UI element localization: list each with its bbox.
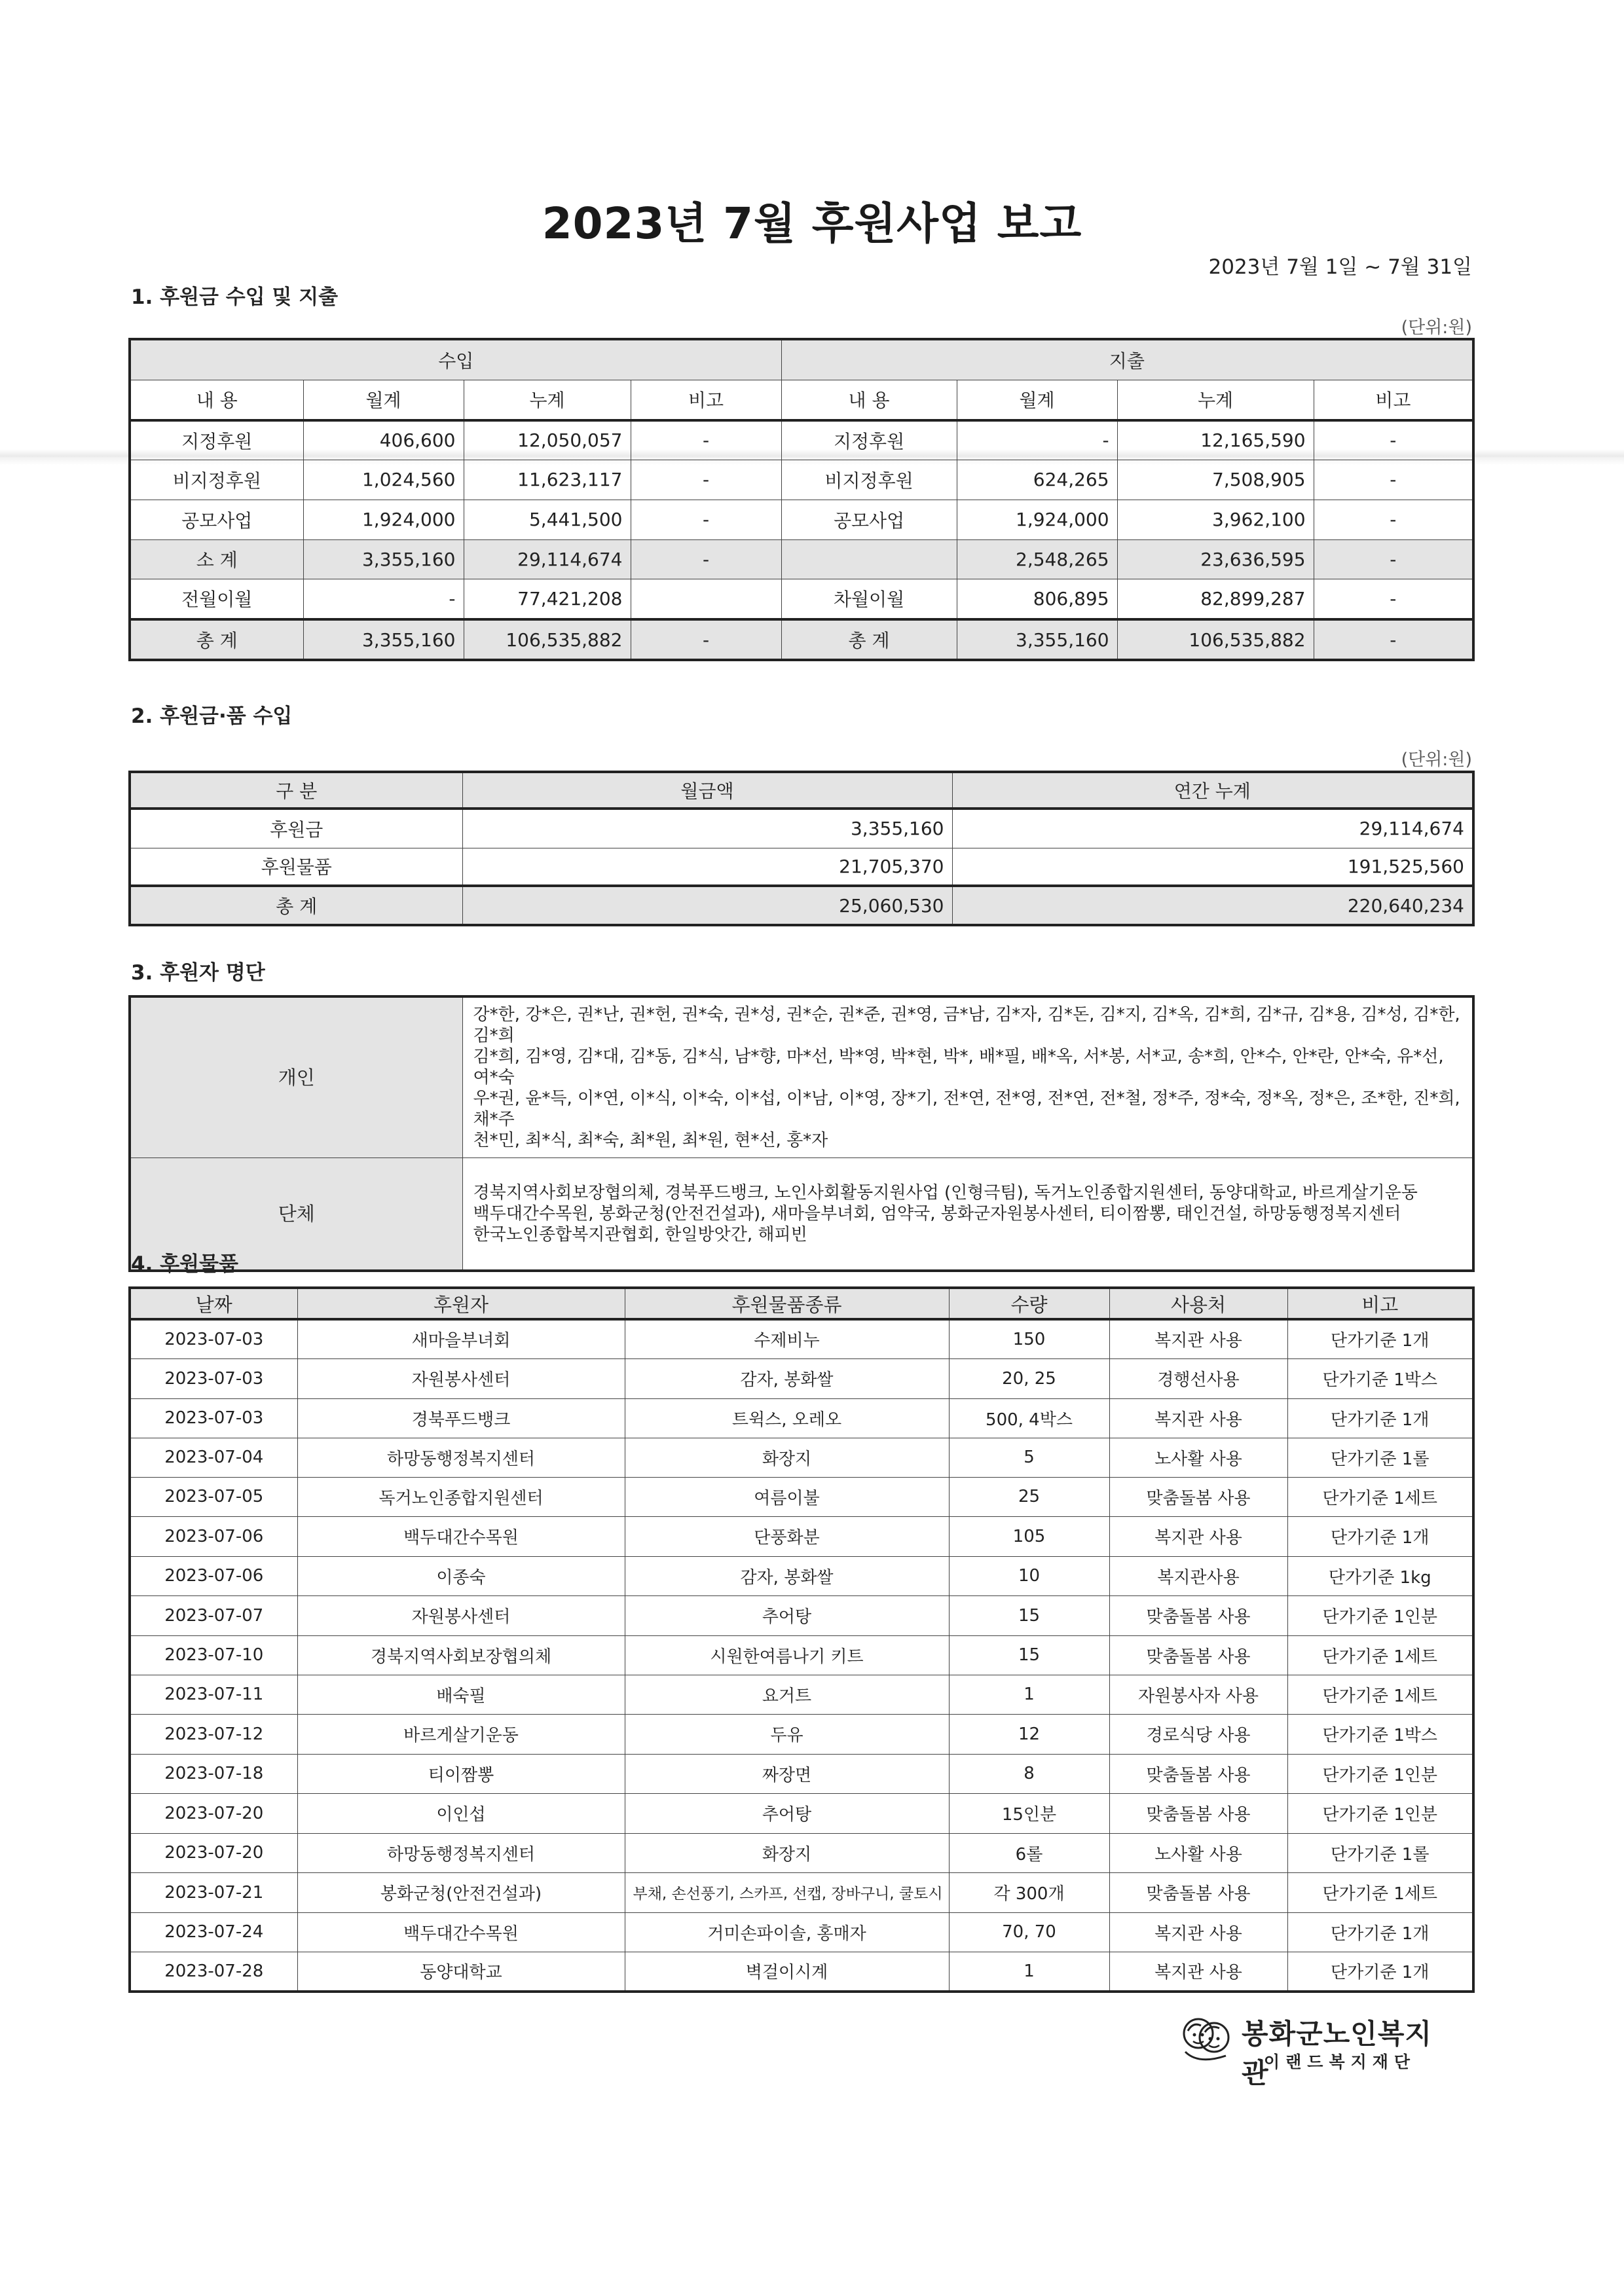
cell: 단가기준 1박스 (1287, 1358, 1473, 1398)
cell: 이종숙 (297, 1556, 625, 1595)
cell: 추어탕 (625, 1595, 949, 1635)
cell: 맞춤돌봄 사용 (1109, 1477, 1287, 1516)
cell: - (631, 420, 781, 460)
table-row (130, 1952, 1473, 1992)
cell: 단가기준 1개 (1287, 1398, 1473, 1438)
group-row (130, 1158, 1473, 1271)
cell: 3,962,100 (1117, 500, 1314, 539)
table-row (130, 1595, 1473, 1635)
individual-donor-list (462, 996, 1473, 1158)
cell: 맞춤돌봄 사용 (1109, 1793, 1287, 1833)
cell: - (1314, 619, 1473, 660)
cell: 자원봉사센터 (297, 1358, 625, 1398)
cell: - (631, 619, 781, 660)
cell: - (303, 579, 464, 619)
cell: 106,535,882 (464, 619, 631, 660)
table-row (130, 809, 1473, 848)
table-row (130, 579, 1473, 619)
cell: 2023-07-28 (130, 1952, 297, 1992)
cell: 거미손파이솔, 홍매자 (625, 1912, 949, 1952)
section2-heading: 2. 후원금·품 수입 (131, 704, 293, 728)
cell: 단가기준 1세트 (1287, 1872, 1473, 1912)
cell: 맞춤돌봄 사용 (1109, 1595, 1287, 1635)
donation-summary-table (128, 771, 1475, 926)
col-header: 누계 (464, 380, 631, 420)
table-row (130, 1556, 1473, 1595)
cell: 감자, 봉화쌀 (625, 1556, 949, 1595)
elderly-couple-emblem-icon (1179, 2013, 1235, 2069)
cell: 500, 4박스 (949, 1398, 1109, 1438)
cell: 29,114,674 (952, 809, 1473, 848)
cell: 29,114,674 (464, 539, 631, 579)
cell: 23,636,595 (1117, 539, 1314, 579)
individual-row (130, 996, 1473, 1158)
cell: 1,924,000 (957, 500, 1117, 539)
donor-line: 백두대간수목원, 봉화군청(안전건설과), 새마을부녀회, 엄약국, 봉화군자원봉사센터, 티이짬뽕, 태인건설, 하망동행정복지센터 (473, 1203, 1401, 1224)
cell: - (1314, 420, 1473, 460)
cell: 티이짬뽕 (297, 1754, 625, 1793)
table-row (130, 1872, 1473, 1912)
cell: 단가기준 1개 (1287, 1516, 1473, 1556)
cell: 복지관 사용 (1109, 1952, 1287, 1992)
cell: 하망동행정복지센터 (297, 1438, 625, 1477)
cell: 25 (949, 1477, 1109, 1516)
table-row (130, 1833, 1473, 1872)
table-row (130, 1793, 1473, 1833)
cell: 1,024,560 (303, 460, 464, 500)
cell: - (631, 539, 781, 579)
cell: 맞춤돌봄 사용 (1109, 1754, 1287, 1793)
page-title: 2023년 7월 후원사업 보고 (542, 198, 1082, 249)
cell: 추어탕 (625, 1793, 949, 1833)
cell: 경행선사용 (1109, 1358, 1287, 1398)
table-row (130, 1358, 1473, 1398)
cell: 2023-07-03 (130, 1398, 297, 1438)
cell: 화장지 (625, 1438, 949, 1477)
col-header: 비고 (631, 380, 781, 420)
table-row (130, 1398, 1473, 1438)
cell: 맞춤돌봄 사용 (1109, 1635, 1287, 1675)
cell: 2023-07-04 (130, 1438, 297, 1477)
cell: 단가기준 1인분 (1287, 1793, 1473, 1833)
org-logo (1179, 2010, 1441, 2089)
cell: - (1314, 579, 1473, 619)
donor-line: 강*한, 강*은, 권*난, 권*헌, 권*숙, 권*성, 권*순, 권*준, 권*영, 금*남, 김*자, 김*돈, 김*지, 김*옥, 김*희, 김*규, 김*용, 김*성, 김*한, 김*희 (473, 1005, 1460, 1046)
cell: 5,441,500 (464, 500, 631, 539)
unit-label-2: (단위:원) (1401, 750, 1472, 770)
cell: 새마을부녀회 (297, 1319, 625, 1358)
section1-heading: 1. 후원금 수입 및 지출 (131, 285, 339, 309)
cell: 2023-07-12 (130, 1714, 297, 1754)
cell: 자원봉사센터 (297, 1595, 625, 1635)
col-header: 내 용 (781, 380, 957, 420)
section3-heading: 3. 후원자 명단 (131, 961, 265, 985)
row-label: 소 계 (130, 539, 303, 579)
row-label: 지정후원 (130, 420, 303, 460)
cell: 2023-07-03 (130, 1358, 297, 1398)
individual-label: 개인 (130, 996, 462, 1158)
table-row (130, 1675, 1473, 1714)
col-header: 비고 (1314, 380, 1473, 420)
cell: 12,050,057 (464, 420, 631, 460)
cell: 12,165,590 (1117, 420, 1314, 460)
row-label: 후원금 (130, 809, 462, 848)
cell: 복지관 사용 (1109, 1398, 1287, 1438)
cell: 단가기준 1개 (1287, 1319, 1473, 1358)
cell: 단가기준 1개 (1287, 1912, 1473, 1952)
row-label: 전월이월 (130, 579, 303, 619)
cell: 1 (949, 1675, 1109, 1714)
cell: 1 (949, 1952, 1109, 1992)
table-row (130, 420, 1473, 460)
col-header: 후원물품종류 (625, 1288, 949, 1319)
cell: 자원봉사자 사용 (1109, 1675, 1287, 1714)
row-label: 비지정후원 (781, 460, 957, 500)
donor-line: 한국노인종합복지관협회, 한일방앗간, 해피빈 (473, 1224, 807, 1245)
donor-line: 우*권, 윤*득, 이*연, 이*식, 이*숙, 이*섭, 이*남, 이*영, 장*기, 전*연, 전*영, 전*연, 전*철, 정*주, 정*숙, 정*옥, 정*은, 조*한, 진*희, 채*주 (473, 1089, 1460, 1129)
cell: 15인분 (949, 1793, 1109, 1833)
row-label: 비지정후원 (130, 460, 303, 500)
cell: 요거트 (625, 1675, 949, 1714)
cell: 복지관 사용 (1109, 1912, 1287, 1952)
cell: 단풍화분 (625, 1516, 949, 1556)
cell: 105 (949, 1516, 1109, 1556)
cell: - (1314, 500, 1473, 539)
donor-list-table (128, 995, 1475, 1272)
cell: 2023-07-05 (130, 1477, 297, 1516)
row-label: 지정후원 (781, 420, 957, 460)
org-sub: 이랜드복지재단 (1264, 2052, 1416, 2071)
cell: 단가기준 1세트 (1287, 1675, 1473, 1714)
cell: 2023-07-20 (130, 1793, 297, 1833)
cell: 벽걸이시계 (625, 1952, 949, 1992)
col-header: 날짜 (130, 1288, 297, 1319)
cell: 단가기준 1롤 (1287, 1438, 1473, 1477)
donor-line: 천*민, 최*식, 최*숙, 최*원, 최*원, 현*선, 홍*자 (473, 1131, 828, 1150)
table-row (130, 1477, 1473, 1516)
table-row (130, 1319, 1473, 1358)
cell: - (631, 500, 781, 539)
cell: 82,899,287 (1117, 579, 1314, 619)
cell: 배숙필 (297, 1675, 625, 1714)
cell: 시원한여름나기 키트 (625, 1635, 949, 1675)
cell: 191,525,560 (952, 848, 1473, 886)
row-label: 차월이월 (781, 579, 957, 619)
cell: 복지관사용 (1109, 1556, 1287, 1595)
cell: 이인섭 (297, 1793, 625, 1833)
cell: 봉화군청(안전건설과) (297, 1872, 625, 1912)
cell: - (1314, 460, 1473, 500)
cell: 경북푸드뱅크 (297, 1398, 625, 1438)
cell: 2023-07-24 (130, 1912, 297, 1952)
cell: 10 (949, 1556, 1109, 1595)
cell: 단가기준 1인분 (1287, 1595, 1473, 1635)
cell: 624,265 (957, 460, 1117, 500)
row-label: 후원물품 (130, 848, 462, 886)
cell: 406,600 (303, 420, 464, 460)
donor-line: 김*희, 김*영, 김*대, 김*동, 김*식, 남*향, 마*선, 박*영, 박*현, 박*, 배*필, 배*옥, 서*봉, 서*교, 송*희, 안*수, 안*란, 안*숙, 유*선, 여*숙 (473, 1047, 1444, 1087)
cell: 노사활 사용 (1109, 1438, 1287, 1477)
cell: 노사활 사용 (1109, 1833, 1287, 1872)
cell: 7,508,905 (1117, 460, 1314, 500)
cell: 화장지 (625, 1833, 949, 1872)
cell: 두유 (625, 1714, 949, 1754)
cell: 8 (949, 1754, 1109, 1793)
donor-line: 경북지역사회보장협의체, 경북푸드뱅크, 노인사회활동지원사업 (인형극팀), 독거노인종합지원센터, 동양대학교, 바르게살기운동 (473, 1182, 1418, 1203)
cell: 2023-07-18 (130, 1754, 297, 1793)
cell: 경로식당 사용 (1109, 1714, 1287, 1754)
cell: 각 300개 (949, 1872, 1109, 1912)
cell: - (631, 460, 781, 500)
cell: 21,705,370 (462, 848, 952, 886)
cell: 2023-07-07 (130, 1595, 297, 1635)
cell: 바르게살기운동 (297, 1714, 625, 1754)
cell: 3,355,160 (462, 809, 952, 848)
cell: 1,924,000 (303, 500, 464, 539)
cell: 5 (949, 1438, 1109, 1477)
table-row (130, 460, 1473, 500)
cell: 70, 70 (949, 1912, 1109, 1952)
col-header: 구 분 (130, 772, 462, 809)
table-row (130, 1714, 1473, 1754)
cell: 20, 25 (949, 1358, 1109, 1398)
cell: 106,535,882 (1117, 619, 1314, 660)
group-donor-list (462, 1158, 1473, 1271)
cell: 맞춤돌봄 사용 (1109, 1872, 1287, 1912)
cell: 경북지역사회보장협의체 (297, 1635, 625, 1675)
cell: - (1314, 539, 1473, 579)
cell: 25,060,530 (462, 886, 952, 925)
cell: 2023-07-06 (130, 1516, 297, 1556)
col-header: 내 용 (130, 380, 303, 420)
cell: 복지관 사용 (1109, 1319, 1287, 1358)
cell: 2023-07-06 (130, 1556, 297, 1595)
cell (631, 579, 781, 619)
row-label: 총 계 (781, 619, 957, 660)
cell: 수제비누 (625, 1319, 949, 1358)
report-period: 2023년 7월 1일 ~ 7월 31일 (1208, 255, 1472, 279)
table-row (130, 1438, 1473, 1477)
col-header: 사용처 (1109, 1288, 1287, 1319)
income-expense-table (128, 338, 1475, 661)
cell: 단가기준 1롤 (1287, 1833, 1473, 1872)
cell: 15 (949, 1595, 1109, 1635)
cell: 여름이불 (625, 1477, 949, 1516)
cell: 단가기준 1박스 (1287, 1714, 1473, 1754)
col-header: 월금액 (462, 772, 952, 809)
cell: 단가기준 1세트 (1287, 1635, 1473, 1675)
cell: 15 (949, 1635, 1109, 1675)
col-header: 후원자 (297, 1288, 625, 1319)
cell: 독거노인종합지원센터 (297, 1477, 625, 1516)
section4-heading: 4. 후원물품 (131, 1252, 238, 1276)
unit-label-1: (단위:원) (1401, 318, 1472, 338)
cell: 2023-07-20 (130, 1833, 297, 1872)
cell: 3,355,160 (957, 619, 1117, 660)
row-label (781, 539, 957, 579)
cell: 단가기준 1세트 (1287, 1477, 1473, 1516)
cell: 220,640,234 (952, 886, 1473, 925)
cell: 806,895 (957, 579, 1117, 619)
total-row (130, 886, 1473, 925)
row-label: 총 계 (130, 886, 462, 925)
cell: 감자, 봉화쌀 (625, 1358, 949, 1398)
cell: 짜장면 (625, 1754, 949, 1793)
col-header: 월계 (957, 380, 1117, 420)
table-row (130, 500, 1473, 539)
cell: 2023-07-11 (130, 1675, 297, 1714)
table-row (130, 1754, 1473, 1793)
cell: 150 (949, 1319, 1109, 1358)
donated-goods-table (128, 1286, 1475, 1993)
col-header: 비고 (1287, 1288, 1473, 1319)
cell: 2023-07-10 (130, 1635, 297, 1675)
cell: 2023-07-21 (130, 1872, 297, 1912)
cell: 단가기준 1kg (1287, 1556, 1473, 1595)
total-row (130, 619, 1473, 660)
row-label: 공모사업 (130, 500, 303, 539)
table-row (130, 1635, 1473, 1675)
cell: 11,623,117 (464, 460, 631, 500)
cell: 12 (949, 1714, 1109, 1754)
row-label: 공모사업 (781, 500, 957, 539)
table-row (130, 848, 1473, 886)
cell: 단가기준 1개 (1287, 1952, 1473, 1992)
table-row (130, 1516, 1473, 1556)
cell: 3,355,160 (303, 539, 464, 579)
row-label: 총 계 (130, 619, 303, 660)
cell: 단가기준 1인분 (1287, 1754, 1473, 1793)
subtotal-row (130, 539, 1473, 579)
cell: 3,355,160 (303, 619, 464, 660)
col-header: 월계 (303, 380, 464, 420)
expense-header: 지출 (781, 339, 1473, 380)
cell: 2023-07-03 (130, 1319, 297, 1358)
cell: 하망동행정복지센터 (297, 1833, 625, 1872)
col-header: 수량 (949, 1288, 1109, 1319)
cell: 백두대간수목원 (297, 1516, 625, 1556)
cell: 동양대학교 (297, 1952, 625, 1992)
org-name: 봉화군노인복지관 (1242, 2018, 1433, 2089)
cell: 77,421,208 (464, 579, 631, 619)
group-label: 단체 (130, 1158, 462, 1271)
cell: 트윅스, 오레오 (625, 1398, 949, 1438)
table-row (130, 1912, 1473, 1952)
cell: 백두대간수목원 (297, 1912, 625, 1952)
cell: - (957, 420, 1117, 460)
col-header: 연간 누계 (952, 772, 1473, 809)
col-header: 누계 (1117, 380, 1314, 420)
cell: 6롤 (949, 1833, 1109, 1872)
cell: 부채, 손선풍기, 스카프, 선캡, 장바구니, 쿨토시 (625, 1872, 949, 1912)
cell: 2,548,265 (957, 539, 1117, 579)
cell: 복지관 사용 (1109, 1516, 1287, 1556)
income-header: 수입 (130, 339, 781, 380)
